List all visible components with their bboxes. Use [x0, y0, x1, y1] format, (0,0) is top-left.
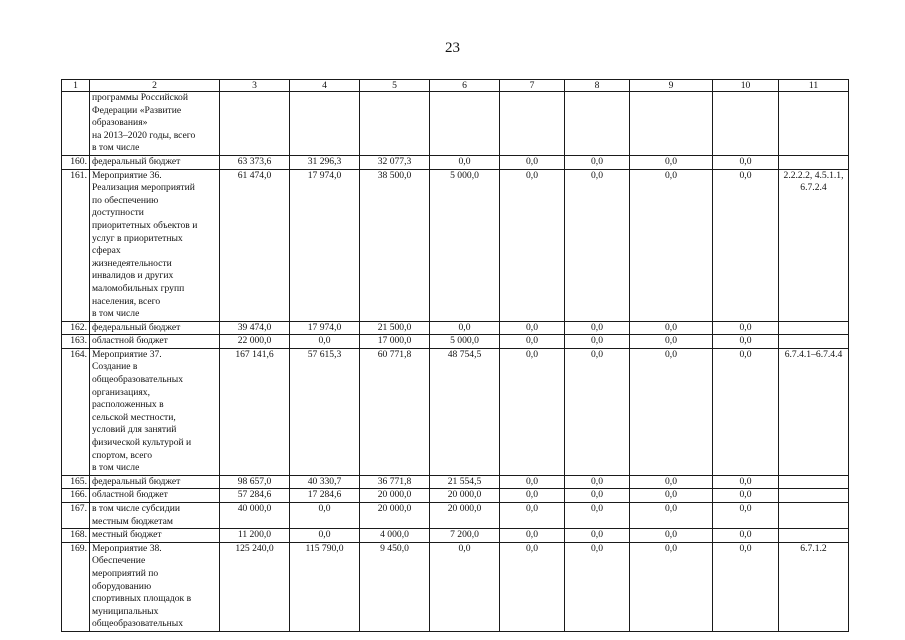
value-cell: 22 000,0	[220, 335, 290, 349]
row-number: 165.	[62, 475, 90, 489]
column-header: 8	[565, 80, 630, 92]
row-name: в том числе субсидии местным бюджетам	[90, 503, 220, 529]
value-cell: 0,0	[630, 503, 713, 529]
reference-cell	[779, 321, 849, 335]
row-name: Мероприятие 36. Реализация мероприятий по обеспечению доступности приоритетных объектов и услуг в приоритетных сферах жизнедеятельности инвалидов и других маломобильных групп населения, всего в том числе	[90, 169, 220, 321]
value-cell: 21 500,0	[360, 321, 430, 335]
row-number: 164.	[62, 348, 90, 475]
reference-cell	[779, 155, 849, 169]
reference-cell: 2.2.2.2, 4.5.1.1, 6.7.2.4	[779, 169, 849, 321]
value-cell: 17 000,0	[360, 335, 430, 349]
row-name: федеральный бюджет	[90, 321, 220, 335]
value-cell: 39 474,0	[220, 321, 290, 335]
value-cell: 11 200,0	[220, 529, 290, 543]
row-name: федеральный бюджет	[90, 475, 220, 489]
row-number	[62, 92, 90, 156]
row-name: областной бюджет	[90, 489, 220, 503]
value-cell: 48 754,5	[430, 348, 500, 475]
row-name: программы Российской Федерации «Развитие образования» на 2013–2020 годы, всего в том числе	[90, 92, 220, 156]
value-cell: 0,0	[500, 348, 565, 475]
value-cell: 0,0	[630, 155, 713, 169]
value-cell: 0,0	[713, 542, 779, 631]
value-cell: 0,0	[565, 335, 630, 349]
value-cell	[220, 92, 290, 156]
value-cell	[630, 92, 713, 156]
reference-cell	[779, 92, 849, 156]
value-cell: 0,0	[290, 503, 360, 529]
value-cell: 0,0	[500, 542, 565, 631]
reference-cell	[779, 489, 849, 503]
value-cell: 0,0	[430, 155, 500, 169]
value-cell: 0,0	[713, 321, 779, 335]
table-row	[62, 542, 849, 631]
value-cell: 0,0	[630, 489, 713, 503]
value-cell: 0,0	[630, 321, 713, 335]
value-cell: 0,0	[565, 475, 630, 489]
value-cell: 0,0	[630, 542, 713, 631]
value-cell: 5 000,0	[430, 335, 500, 349]
row-number: 163.	[62, 335, 90, 349]
value-cell: 0,0	[630, 169, 713, 321]
reference-cell	[779, 335, 849, 349]
row-number: 162.	[62, 321, 90, 335]
value-cell: 20 000,0	[360, 489, 430, 503]
column-header: 11	[779, 80, 849, 92]
value-cell: 0,0	[565, 529, 630, 543]
column-header: 10	[713, 80, 779, 92]
value-cell	[500, 92, 565, 156]
value-cell: 0,0	[500, 529, 565, 543]
value-cell: 0,0	[290, 335, 360, 349]
value-cell: 0,0	[500, 489, 565, 503]
row-name: Мероприятие 38. Обеспечение мероприятий по оборудованию спортивных площадок в муниципальных общеобразовательных	[90, 542, 220, 631]
table-row	[62, 92, 849, 156]
value-cell: 0,0	[565, 155, 630, 169]
value-cell: 17 284,6	[290, 489, 360, 503]
table-row	[62, 321, 849, 335]
budget-table	[61, 79, 849, 632]
table-row	[62, 475, 849, 489]
column-header: 6	[430, 80, 500, 92]
column-header: 2	[90, 80, 220, 92]
value-cell: 0,0	[630, 529, 713, 543]
value-cell	[430, 92, 500, 156]
table-row	[62, 503, 849, 529]
value-cell	[565, 92, 630, 156]
row-name: местный бюджет	[90, 529, 220, 543]
value-cell: 0,0	[713, 155, 779, 169]
column-header: 5	[360, 80, 430, 92]
value-cell: 17 974,0	[290, 169, 360, 321]
value-cell: 0,0	[713, 348, 779, 475]
value-cell: 0,0	[565, 348, 630, 475]
value-cell: 0,0	[500, 155, 565, 169]
value-cell	[713, 92, 779, 156]
value-cell: 0,0	[500, 169, 565, 321]
value-cell: 7 200,0	[430, 529, 500, 543]
value-cell: 38 500,0	[360, 169, 430, 321]
value-cell: 57 615,3	[290, 348, 360, 475]
value-cell: 61 474,0	[220, 169, 290, 321]
value-cell: 17 974,0	[290, 321, 360, 335]
table-row	[62, 348, 849, 475]
row-number: 169.	[62, 542, 90, 631]
value-cell: 0,0	[500, 475, 565, 489]
value-cell: 0,0	[713, 335, 779, 349]
value-cell: 20 000,0	[430, 489, 500, 503]
value-cell: 0,0	[565, 321, 630, 335]
value-cell: 0,0	[713, 503, 779, 529]
value-cell: 0,0	[430, 321, 500, 335]
value-cell: 40 000,0	[220, 503, 290, 529]
row-number: 160.	[62, 155, 90, 169]
value-cell: 0,0	[713, 489, 779, 503]
column-header: 9	[630, 80, 713, 92]
value-cell: 60 771,8	[360, 348, 430, 475]
value-cell: 4 000,0	[360, 529, 430, 543]
value-cell: 0,0	[565, 503, 630, 529]
table-row	[62, 335, 849, 349]
value-cell: 167 141,6	[220, 348, 290, 475]
value-cell: 36 771,8	[360, 475, 430, 489]
value-cell: 21 554,5	[430, 475, 500, 489]
column-header: 1	[62, 80, 90, 92]
table-header-row	[62, 80, 849, 92]
reference-cell	[779, 475, 849, 489]
value-cell: 115 790,0	[290, 542, 360, 631]
value-cell: 0,0	[713, 169, 779, 321]
value-cell: 20 000,0	[360, 503, 430, 529]
value-cell: 5 000,0	[430, 169, 500, 321]
row-number: 161.	[62, 169, 90, 321]
reference-cell: 6.7.1.2	[779, 542, 849, 631]
value-cell: 0,0	[500, 335, 565, 349]
value-cell: 0,0	[630, 348, 713, 475]
column-header: 3	[220, 80, 290, 92]
value-cell: 0,0	[500, 321, 565, 335]
value-cell: 0,0	[713, 475, 779, 489]
row-number: 168.	[62, 529, 90, 543]
value-cell	[290, 92, 360, 156]
value-cell: 0,0	[713, 529, 779, 543]
row-number: 167.	[62, 503, 90, 529]
value-cell: 9 450,0	[360, 542, 430, 631]
row-name: федеральный бюджет	[90, 155, 220, 169]
value-cell: 31 296,3	[290, 155, 360, 169]
value-cell: 63 373,6	[220, 155, 290, 169]
value-cell: 0,0	[565, 169, 630, 321]
value-cell: 125 240,0	[220, 542, 290, 631]
row-name: областной бюджет	[90, 335, 220, 349]
value-cell: 0,0	[565, 489, 630, 503]
value-cell	[360, 92, 430, 156]
row-number: 166.	[62, 489, 90, 503]
table-row	[62, 155, 849, 169]
value-cell: 0,0	[630, 335, 713, 349]
table-row	[62, 529, 849, 543]
page-number: 23	[445, 40, 460, 56]
value-cell: 0,0	[565, 542, 630, 631]
column-header: 7	[500, 80, 565, 92]
value-cell: 40 330,7	[290, 475, 360, 489]
value-cell: 98 657,0	[220, 475, 290, 489]
table-row	[62, 169, 849, 321]
value-cell: 0,0	[500, 503, 565, 529]
value-cell: 0,0	[290, 529, 360, 543]
reference-cell: 6.7.4.1–6.7.4.4	[779, 348, 849, 475]
value-cell: 32 077,3	[360, 155, 430, 169]
value-cell: 0,0	[430, 542, 500, 631]
value-cell: 0,0	[630, 475, 713, 489]
row-name: Мероприятие 37. Создание в общеобразовательных организациях, расположенных в сельской местности, условий для занятий физической культурой и спортом, всего в том числе	[90, 348, 220, 475]
reference-cell	[779, 503, 849, 529]
value-cell: 57 284,6	[220, 489, 290, 503]
value-cell: 20 000,0	[430, 503, 500, 529]
reference-cell	[779, 529, 849, 543]
table-row	[62, 489, 849, 503]
column-header: 4	[290, 80, 360, 92]
